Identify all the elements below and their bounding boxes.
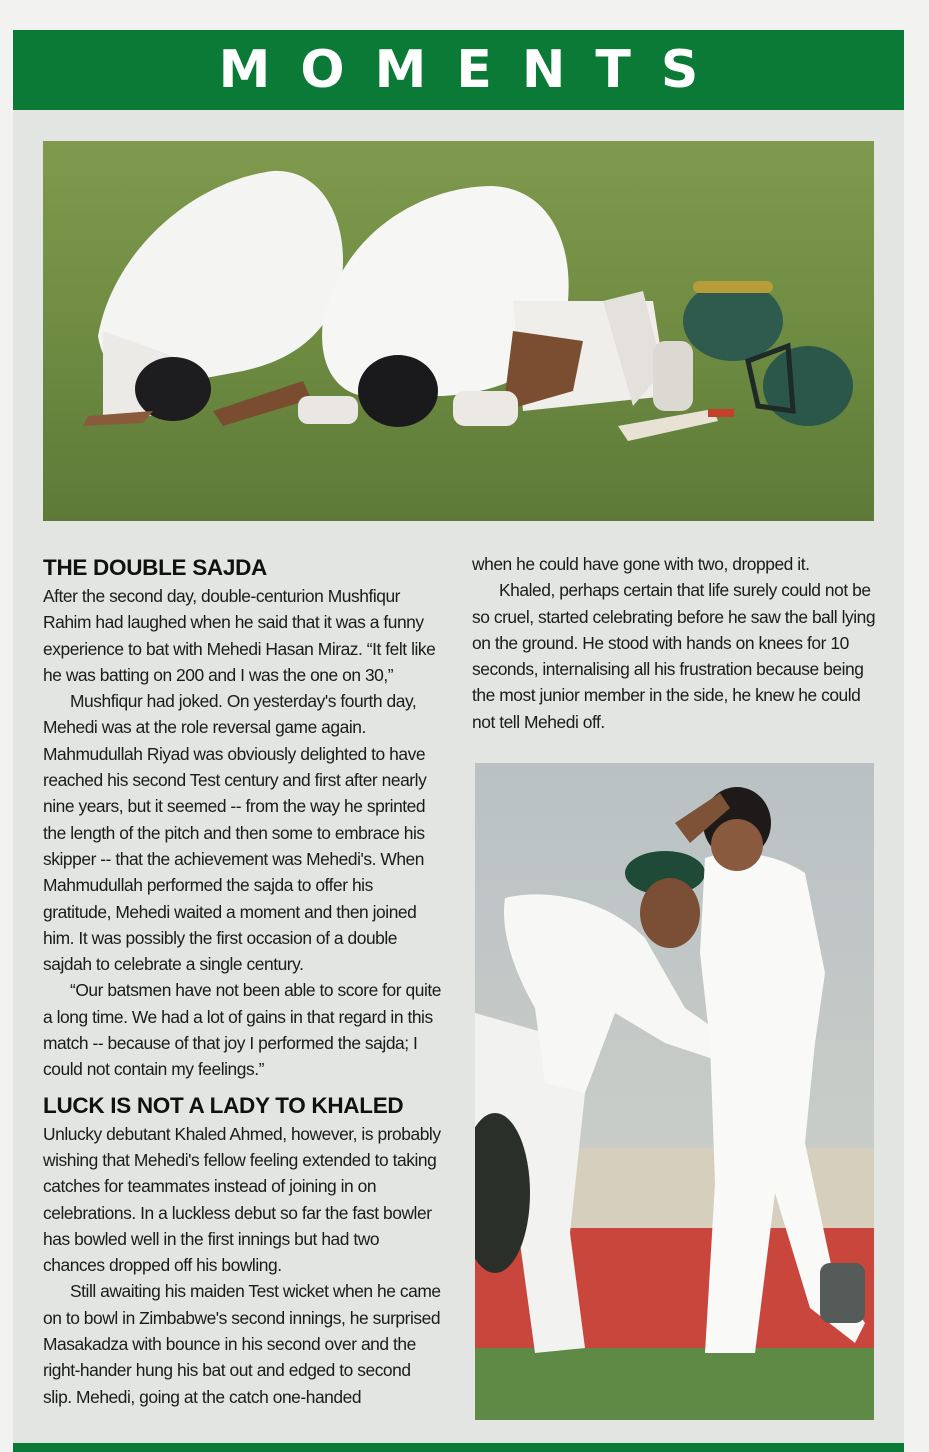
photo-prayer-on-field [43,141,874,521]
paragraph: Still awaiting his maiden Test wicket when he came on to bowl in Zimbabwe's second innings, he surprised Masakadza with bounce in his second over and the right-hander hung his bat out and edged to second slip. Mehedi, going at the catch one-handed [43,1281,441,1407]
article-column-left [43,553,441,1410]
article-column-right [472,551,876,735]
paragraph: when he could have gone with two, dropped it. [472,554,810,574]
paragraph: “Our batsmen have not been able to score for quite a long time. We had a lot of gains in that regard in this match -- because of that joy I performed the sajda; I could not contain my feelings.” [43,980,441,1080]
paragraph: After the second day, double-centurion Mushfiqur Rahim had laughed when he said that it was a funny experience to bat with Mehedi Hasan Miraz. “It felt like he was batting on 200 and I was the one on 30,” [43,586,436,685]
section-banner [13,30,904,110]
heading-luck-khaled: LUCK IS NOT A LADY TO KHALED [43,1092,404,1118]
heading-double-sajda: THE DOUBLE SAJDA [43,555,267,580]
paragraph: Unlucky debutant Khaled Ahmed, however, is probably wishing that Mehedi's fellow feeling extended to taking catches for teammates instead of joining in on celebrations. In a luckless debut so far the fast bowler has bowled well in the first innings but had two chances dropped off his bowling. [43,1123,441,1276]
photo-players-celebrating [475,763,874,1420]
paragraph: Khaled, perhaps certain that life surely could not be so cruel, started celebrating before he saw the ball lying on the ground. He stood with hands on knees for 10 seconds, internalising all his frustration because being the most junior member in the side, he knew he could not tell Mehedi off. [472,580,876,732]
bottom-rule [13,1443,904,1452]
paragraph: Mushfiqur had joked. On yesterday's fourth day, Mehedi was at the role reversal game again. Mahmudullah Riyad was obviously delighted to have reached his second Test century and first after nearly nine years, but it seemed -- from the way he sprinted the length of the pitch and then some to embrace his skipper -- that the achievement was Mehedi's. When Mahmudullah performed the sajda to offer his gratitude, Mehedi waited a moment and then joined him. It was possibly the first occasion of a double sajdah to celebrate a single century. [43,691,427,975]
section-title: MOMENTS [218,40,729,100]
